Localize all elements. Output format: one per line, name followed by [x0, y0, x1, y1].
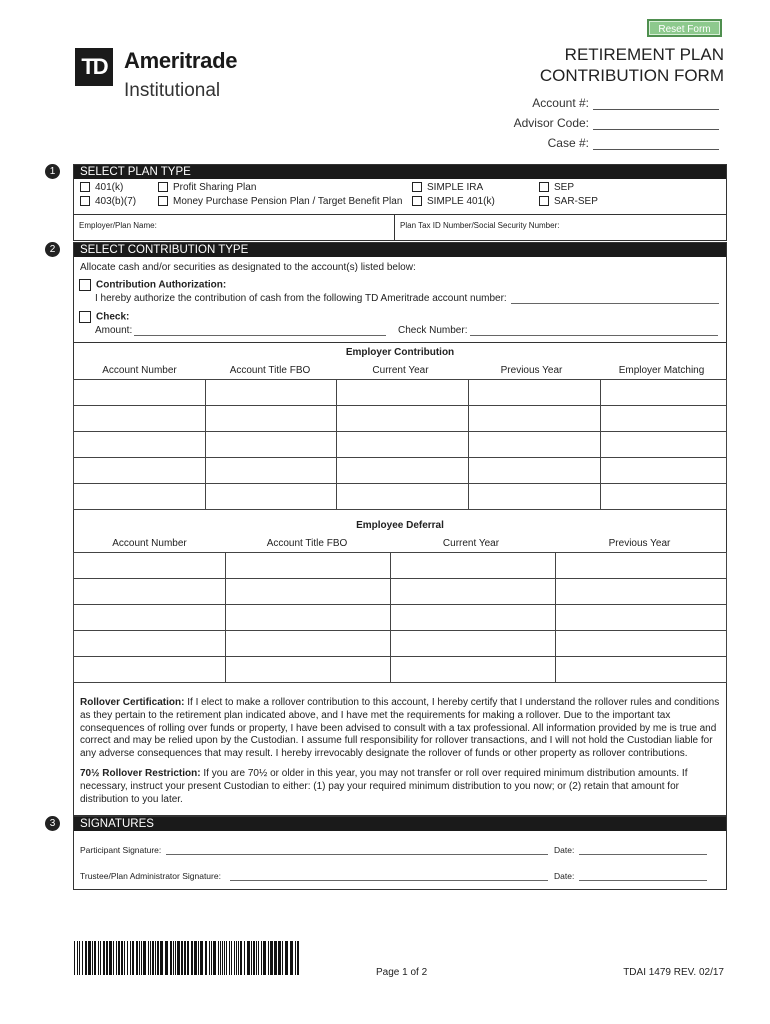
barcode-bar	[79, 941, 80, 975]
employer-contribution-table	[73, 379, 727, 510]
checkbox-sar-sep[interactable]	[539, 196, 549, 206]
trustee-date-line[interactable]	[579, 870, 707, 881]
barcode-bar	[121, 941, 123, 975]
advisor-code-field[interactable]	[514, 116, 719, 130]
barcode-bar	[209, 941, 210, 975]
table-cell[interactable]	[74, 553, 226, 579]
checkbox-contribution-authorization[interactable]	[79, 279, 91, 291]
barcode-bar	[278, 941, 281, 975]
section1-divider	[74, 214, 726, 215]
table-row	[74, 605, 727, 631]
barcode-bar	[194, 941, 197, 975]
td-logo-mark: TD	[75, 48, 113, 86]
table-cell[interactable]	[337, 380, 469, 406]
barcode-bar	[222, 941, 223, 975]
table-cell[interactable]	[469, 380, 601, 406]
barcode-bar	[148, 941, 149, 975]
barcode-bar	[160, 941, 163, 975]
barcode-bar	[181, 941, 183, 975]
table-cell[interactable]	[337, 432, 469, 458]
case-number-field[interactable]	[548, 136, 719, 150]
case-number-line[interactable]	[593, 138, 719, 150]
barcode-bar	[152, 941, 154, 975]
barcode-bar	[231, 941, 232, 975]
barcode-bar	[139, 941, 140, 975]
checkbox-check[interactable]	[79, 311, 91, 323]
table-cell[interactable]	[74, 631, 226, 657]
rollover-certification-text: If I elect to make a rollover contribution to this account, I hereby certify that I understand the rollover rules and conditions as they pertain to the retirement plan indicated above, and I have met the requirements for making a rollover. Due to the important tax consequences of rolling over funds or property, I have been advised to consult with a tax professional. All information provided by me is true and correct and may be relied upon by the Custodian. I assume full responsibility for rollover transactions, and I will not hold the Custodian liable for any adverse consequences that may result. I hereby irrevocably designate the rollover of funds or other property as rollover contributions.	[80, 697, 720, 760]
barcode-bar	[247, 941, 250, 975]
barcode-bar	[282, 941, 283, 975]
barcode-bar	[88, 941, 91, 975]
table-cell[interactable]	[206, 380, 337, 406]
table-row	[74, 553, 727, 579]
case-number-label: Case #:	[547, 136, 589, 150]
barcode-bar	[261, 941, 262, 975]
trustee-signature-line[interactable]	[230, 870, 548, 881]
table-row	[74, 484, 727, 510]
table-cell[interactable]	[74, 406, 206, 432]
table-cell[interactable]	[74, 605, 226, 631]
employer-plan-name-label: Employer/Plan Name:	[79, 221, 157, 230]
table-cell[interactable]	[601, 432, 727, 458]
section2-divider-1	[74, 342, 726, 343]
label-profit-sharing: Profit Sharing Plan	[173, 182, 257, 193]
employer-contribution-title: Employer Contribution	[345, 347, 455, 358]
barcode-bar	[191, 941, 193, 975]
table-cell[interactable]	[226, 579, 391, 605]
table-cell[interactable]	[206, 458, 337, 484]
option-sep[interactable]	[539, 182, 574, 193]
barcode-bar	[116, 941, 117, 975]
barcode-bar	[109, 941, 112, 975]
option-sar-sep[interactable]	[539, 196, 598, 207]
option-money-purchase[interactable]	[158, 196, 402, 207]
deferral-col-previous-year: Previous Year	[608, 538, 671, 549]
table-cell[interactable]	[74, 657, 226, 683]
rollover-restriction-title: 70½ Rollover Restriction:	[80, 768, 201, 779]
page-number: Page 1 of 2	[376, 967, 428, 978]
barcode-bar	[240, 941, 242, 975]
employer-col-matching: Employer Matching	[618, 365, 705, 376]
form-title	[540, 44, 724, 86]
table-cell[interactable]	[601, 458, 727, 484]
label-403b: 403(b)(7)	[95, 196, 137, 207]
table-cell[interactable]	[206, 484, 337, 510]
amount-line[interactable]	[134, 325, 386, 336]
section1-number: 1	[45, 164, 60, 179]
table-cell[interactable]	[601, 484, 727, 510]
label-sar-sep: SAR-SEP	[554, 196, 598, 207]
barcode-bar	[256, 941, 257, 975]
section1-header: SELECT PLAN TYPE	[74, 165, 726, 179]
option-simple-ira[interactable]	[412, 182, 483, 193]
barcode-bar	[150, 941, 151, 975]
checkbox-profit-sharing[interactable]	[158, 182, 168, 192]
barcode-bar	[229, 941, 230, 975]
barcode-bar	[127, 941, 128, 975]
barcode-bar	[211, 941, 212, 975]
section3-number: 3	[45, 816, 60, 831]
barcode-bar	[74, 941, 75, 975]
option-401k[interactable]	[80, 182, 123, 193]
table-cell[interactable]	[469, 432, 601, 458]
trustee-date-label: Date:	[554, 871, 575, 881]
checkbox-money-purchase[interactable]	[158, 196, 168, 206]
table-cell[interactable]	[556, 657, 727, 683]
contribution-authorization-title: Contribution Authorization:	[96, 279, 227, 291]
section2-number: 2	[45, 242, 60, 257]
table-cell[interactable]	[74, 458, 206, 484]
barcode-bar	[198, 941, 199, 975]
check-option[interactable]	[79, 311, 129, 323]
rollover-restriction-text: If you are 70½ or older in this year, you may not transfer or roll over required minimum distribution amounts. If necessary, instruct your present Custodian to either: (1) pay your required minimum distribution to you now; or (2) retain that amount for distribution to you later.	[80, 768, 688, 805]
advisor-code-line[interactable]	[593, 118, 719, 130]
barcode-image	[74, 941, 300, 975]
participant-signature-label: Participant Signature:	[80, 845, 162, 855]
barcode-bar	[258, 941, 259, 975]
barcode-bar	[251, 941, 252, 975]
trustee-signature-label: Trustee/Plan Administrator Signature:	[80, 871, 221, 881]
barcode-bar	[165, 941, 168, 975]
table-cell[interactable]	[226, 605, 391, 631]
checkbox-simple-ira[interactable]	[412, 182, 422, 192]
contribution-authorization-option[interactable]	[79, 279, 226, 291]
table-cell[interactable]	[74, 380, 206, 406]
table-row	[74, 579, 727, 605]
table-cell[interactable]	[556, 579, 727, 605]
table-cell[interactable]	[469, 458, 601, 484]
table-cell[interactable]	[226, 657, 391, 683]
check-number-label: Check Number:	[398, 325, 468, 336]
rollover-restriction	[80, 768, 720, 806]
employee-deferral-table	[73, 552, 727, 683]
barcode-bar	[295, 941, 296, 975]
barcode-bar	[157, 941, 159, 975]
barcode-bar	[253, 941, 255, 975]
brand-name: Ameritrade	[124, 48, 238, 73]
barcode-bar	[92, 941, 93, 975]
barcode-bar	[103, 941, 105, 975]
plan-tax-id-label: Plan Tax ID Number/Social Security Number:	[400, 221, 560, 230]
barcode-bar	[94, 941, 96, 975]
table-cell[interactable]	[391, 631, 556, 657]
label-simple-ira: SIMPLE IRA	[427, 182, 484, 193]
table-cell[interactable]	[337, 458, 469, 484]
barcode-bar	[100, 941, 101, 975]
employer-col-previous-year: Previous Year	[500, 365, 563, 376]
advisor-code-label: Advisor Code:	[513, 116, 589, 130]
amount-label: Amount:	[95, 325, 133, 336]
deferral-col-account-title: Account Title FBO	[266, 538, 348, 549]
option-simple-401k[interactable]	[412, 196, 495, 207]
table-row	[74, 631, 727, 657]
table-cell[interactable]	[337, 406, 469, 432]
table-cell[interactable]	[226, 553, 391, 579]
participant-date-line[interactable]	[579, 844, 707, 855]
account-number-label: Account #:	[532, 96, 589, 110]
barcode-bar	[297, 941, 299, 975]
table-cell[interactable]	[226, 631, 391, 657]
table-cell[interactable]	[206, 432, 337, 458]
barcode-bar	[263, 941, 266, 975]
contribution-authorization-text: I hereby authorize the contribution of cash from the following TD Ameritrade account number:	[95, 293, 507, 304]
form-title-line2: CONTRIBUTION FORM	[539, 66, 724, 85]
barcode-bar	[218, 941, 219, 975]
barcode-bar	[143, 941, 146, 975]
label-401k: 401(k)	[95, 182, 124, 193]
employee-deferral-title: Employee Deferral	[356, 520, 444, 531]
barcode-bar	[187, 941, 189, 975]
section2-header: SELECT CONTRIBUTION TYPE	[74, 243, 726, 257]
table-cell[interactable]	[601, 406, 727, 432]
barcode-bar	[173, 941, 174, 975]
employer-col-account-title: Account Title FBO	[229, 365, 311, 376]
employer-col-account-number: Account Number	[102, 365, 177, 376]
option-403b[interactable]	[80, 196, 136, 207]
allocate-intro: Allocate cash and/or securities as designated to the account(s) listed below:	[80, 262, 416, 273]
table-cell[interactable]	[469, 484, 601, 510]
barcode-bar	[236, 941, 237, 975]
barcode-bar	[226, 941, 227, 975]
table-row	[74, 406, 727, 432]
barcode-bar	[205, 941, 207, 975]
barcode-bar	[170, 941, 172, 975]
barcode-bar	[124, 941, 125, 975]
barcode-bar	[175, 941, 176, 975]
label-simple-401k: SIMPLE 401(k)	[427, 196, 495, 207]
barcode-bar	[82, 941, 83, 975]
barcode-bar	[136, 941, 138, 975]
table-cell[interactable]	[469, 406, 601, 432]
barcode-bar	[238, 941, 239, 975]
barcode-bar	[224, 941, 225, 975]
barcode-bar	[184, 941, 186, 975]
label-money-purchase: Money Purchase Pension Plan / Target Benefit Plan	[173, 196, 403, 207]
barcode-bar	[177, 941, 180, 975]
table-cell[interactable]	[391, 657, 556, 683]
barcode-bar	[98, 941, 99, 975]
table-cell[interactable]	[74, 432, 206, 458]
label-sep: SEP	[554, 182, 575, 193]
barcode-bar	[141, 941, 142, 975]
table-row	[74, 458, 727, 484]
table-row	[74, 657, 727, 683]
table-cell[interactable]	[556, 553, 727, 579]
barcode-bar	[85, 941, 87, 975]
rollover-certification	[80, 697, 720, 761]
section-signatures	[73, 816, 727, 890]
form-title-line1: RETIREMENT PLAN	[564, 45, 724, 64]
barcode-bar	[77, 941, 78, 975]
table-cell[interactable]	[391, 605, 556, 631]
account-number-field[interactable]	[532, 96, 719, 110]
barcode-bar	[200, 941, 203, 975]
barcode-bar	[155, 941, 156, 975]
table-cell[interactable]	[74, 484, 206, 510]
section3-header: SIGNATURES	[74, 817, 726, 831]
table-cell[interactable]	[601, 380, 727, 406]
table-cell[interactable]	[391, 579, 556, 605]
barcode-bar	[130, 941, 131, 975]
table-cell[interactable]	[206, 406, 337, 432]
checkbox-sep[interactable]	[539, 182, 549, 192]
brand-subtitle: Institutional	[124, 80, 221, 101]
table-row	[74, 380, 727, 406]
check-title: Check:	[96, 311, 130, 323]
barcode-bar	[132, 941, 134, 975]
employer-col-current-year: Current Year	[372, 365, 429, 376]
option-profit-sharing[interactable]	[158, 182, 256, 193]
form-code: TDAI 1479 REV. 02/17	[623, 967, 724, 978]
barcode-bar	[270, 941, 273, 975]
authorization-account-line[interactable]	[511, 293, 719, 304]
barcode-bar	[220, 941, 221, 975]
section-contribution-type	[73, 242, 727, 816]
participant-signature-line[interactable]	[166, 844, 548, 855]
barcode-bar	[234, 941, 235, 975]
barcode-bar	[213, 941, 216, 975]
check-number-line[interactable]	[470, 325, 718, 336]
table-cell[interactable]	[391, 553, 556, 579]
barcode-bar	[244, 941, 245, 975]
rollover-certification-title: Rollover Certification:	[80, 697, 185, 708]
barcode-bar	[285, 941, 288, 975]
reset-form-button[interactable]: Reset Form	[647, 19, 722, 37]
account-number-line[interactable]	[593, 98, 719, 110]
deferral-col-account-number: Account Number	[112, 538, 187, 549]
table-row	[74, 432, 727, 458]
barcode-bar	[274, 941, 277, 975]
section-plan-type	[73, 164, 727, 241]
checkbox-simple-401k[interactable]	[412, 196, 422, 206]
checkbox-401k[interactable]	[80, 182, 90, 192]
checkbox-403b[interactable]	[80, 196, 90, 206]
participant-date-label: Date:	[554, 845, 575, 855]
barcode-bar	[268, 941, 269, 975]
section1-vdivider	[394, 214, 395, 240]
table-cell[interactable]	[337, 484, 469, 510]
table-cell[interactable]	[556, 631, 727, 657]
table-cell[interactable]	[74, 579, 226, 605]
barcode-bar	[113, 941, 114, 975]
table-cell[interactable]	[556, 605, 727, 631]
barcode-bar	[106, 941, 108, 975]
barcode-bar	[118, 941, 120, 975]
barcode-bar	[290, 941, 293, 975]
deferral-col-current-year: Current Year	[442, 538, 500, 549]
